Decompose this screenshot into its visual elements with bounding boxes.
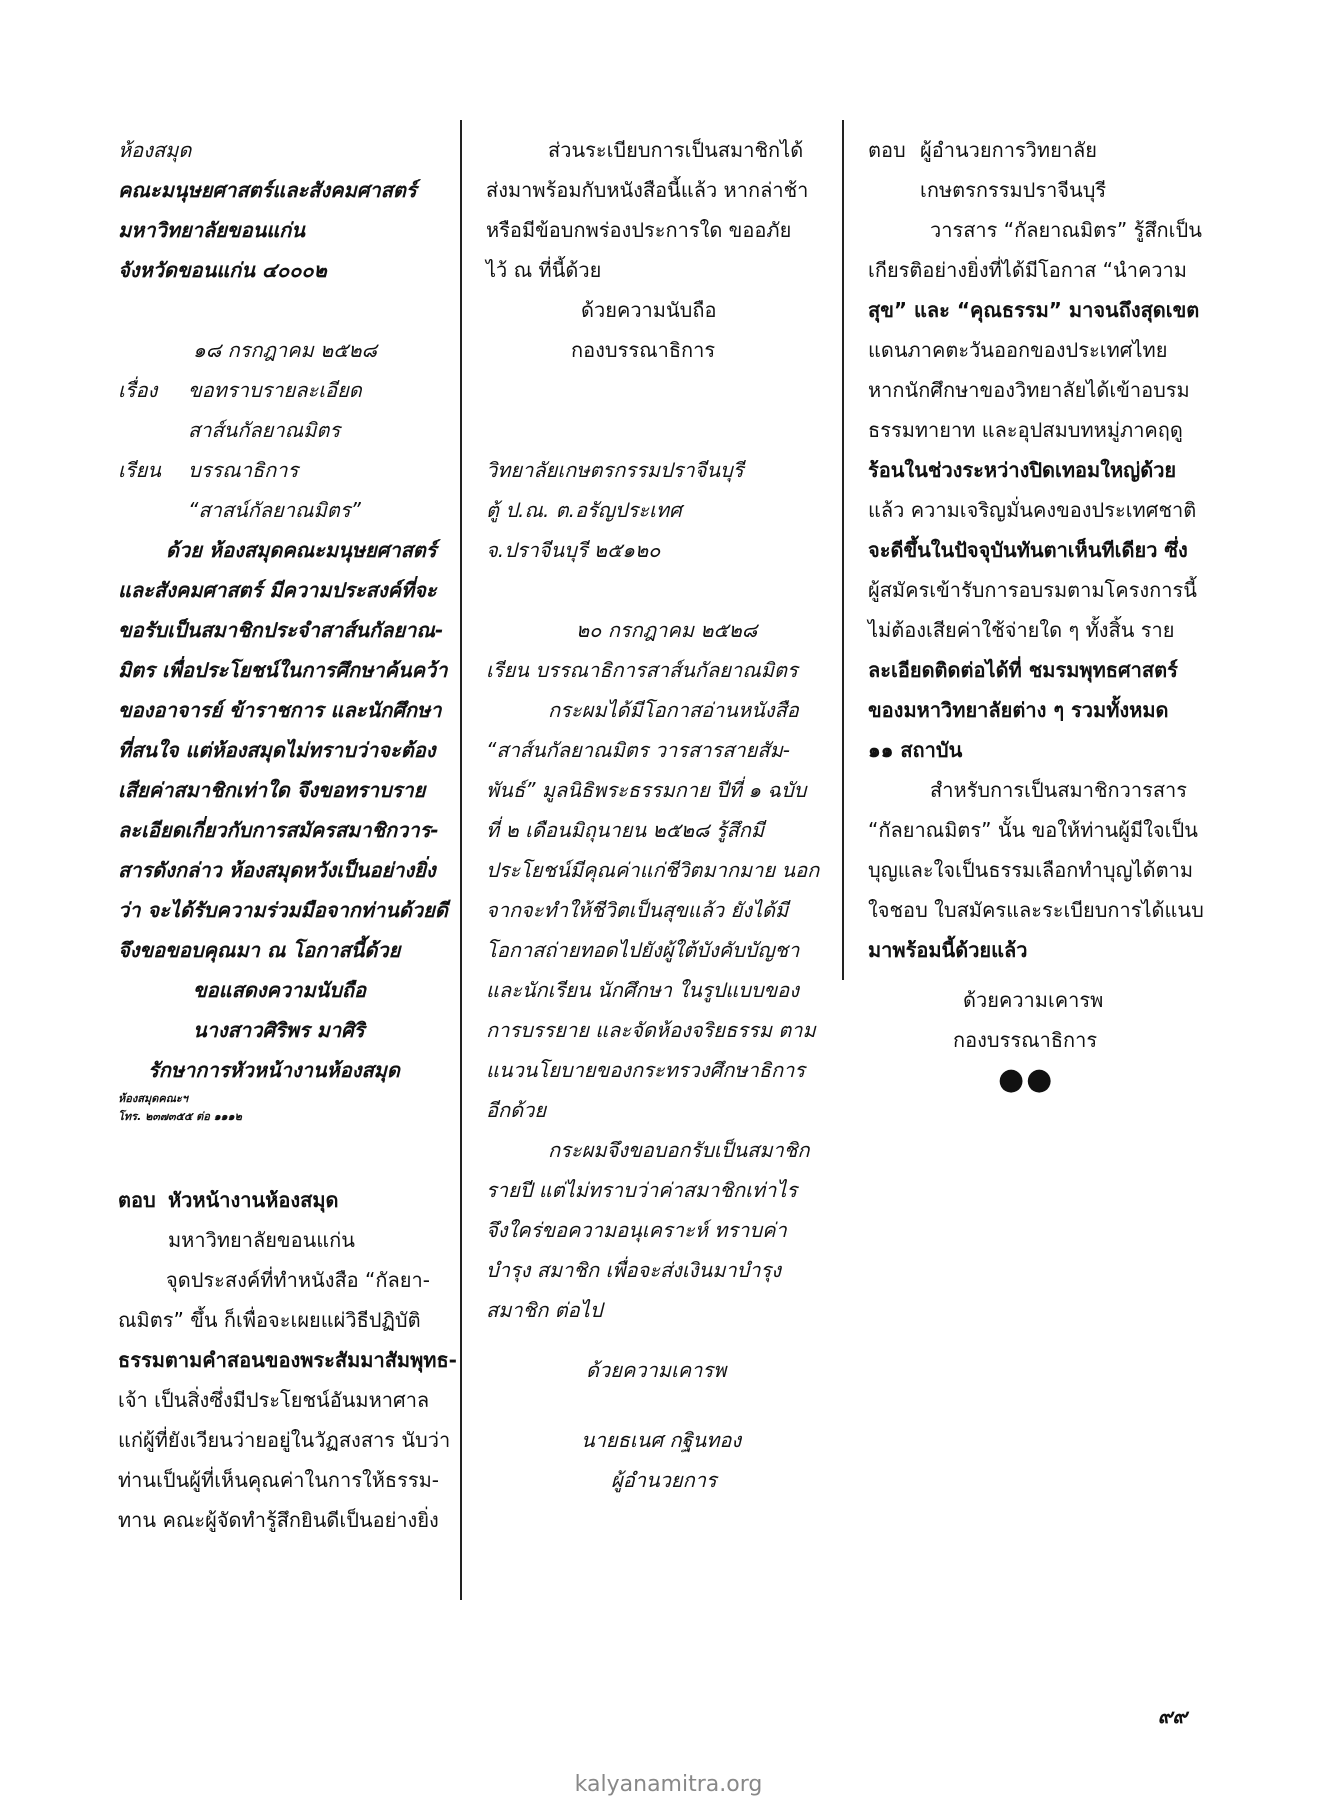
body-line: ไว้ ณ ที่นี้ด้วย: [486, 258, 602, 282]
body-line: ของมหาวิทยาลัยต่าง ๆ รวมทั้งหมด: [868, 698, 1169, 722]
reply-body-line: เจ้า เป็นสิ่งซึ่งมีประโยชน์อันมหาศาล: [118, 1388, 430, 1412]
body-line: พันธ์” มูลนิธิพระธรรมกาย ปีที่ ๑ ฉบับ: [486, 778, 807, 802]
body-line: ใจชอบ ใบสมัครและระเบียบการได้แนบ: [868, 898, 1204, 922]
body-line: โอกาสถ่ายทอดไปยังผู้ใต้บังคับบัญชา: [486, 938, 800, 962]
reply-line: [118, 1180, 448, 1220]
small-note: โทร. ๒๓๗๓๕๕ ต่อ ๑๑๑๒: [118, 1110, 242, 1123]
right-column: [868, 130, 1204, 1100]
body-line: และนักเรียน นักศึกษา ในรูปแบบของ: [486, 978, 799, 1002]
body-line: เกียรติอย่างยิ่งที่ได้มีโอกาส “นำความ: [868, 258, 1187, 282]
letter-date: ๒๐ กรกฎาคม ๒๕๒๘: [576, 618, 758, 642]
closing: ด้วยความเคารพ: [586, 1358, 727, 1382]
address-line: คณะมนุษยศาสตร์และสังคมศาสตร์: [118, 178, 417, 202]
reply-line: [868, 130, 1198, 170]
body-line: มาพร้อมนี้ด้วยแล้ว: [868, 938, 1028, 962]
signer-title: รักษาการหัวหน้างานห้องสมุด: [148, 1058, 400, 1082]
body-line: ละเอียดติดต่อได้ที่ ชมรมพุทธศาสตร์: [868, 658, 1178, 682]
to-line: เรียน บรรณาธิการสาส์นกัลยาณมิตร: [486, 658, 798, 682]
subject-label: เรื่อง: [118, 378, 158, 402]
body-line: กระผมได้มีโอกาสอ่านหนังสือ: [548, 698, 799, 722]
address-line: ห้องสมุด: [118, 138, 192, 162]
subject-line: สาส์นกัลยาณมิตร: [188, 418, 341, 442]
reply-body-line: จุดประสงค์ที่ทำหนังสือ “กัลยา-: [166, 1268, 430, 1292]
address-line: มหาวิทยาลัยขอนแก่น: [118, 218, 305, 242]
body-line: บุญและใจเป็นธรรมเลือกทำบุญได้ตาม: [868, 858, 1193, 882]
body-line: หรือมีข้อบกพร่องประการใด ขออภัย: [486, 218, 792, 242]
reply-body-line: ท่านเป็นผู้ที่เห็นคุณค่าในการให้ธรรม-: [118, 1468, 439, 1492]
body-line: ด้วย ห้องสมุดคณะมนุษยศาสตร์: [166, 538, 437, 562]
reply-to: หัวหน้างานห้องสมุด: [168, 1188, 339, 1212]
signer-name: นางสาวศิริพร มาศิริ: [193, 1018, 365, 1042]
reply-to: ผู้อำนวยการวิทยาลัย: [920, 138, 1098, 162]
body-line: ละเอียดเกี่ยวกับการสมัครสมาชิกวาร-: [118, 818, 439, 842]
body-line: แนวนโยบายของกระทรวงศึกษาธิการ: [486, 1058, 806, 1082]
body-line: จึงใคร่ขอความอนุเคราะห์ ทราบค่า: [486, 1218, 787, 1242]
reply-body-line: ธรรมตามคำสอนของพระสัมมาสัมพุทธ-: [118, 1348, 457, 1372]
body-line: บำรุง สมาชิก เพื่อจะส่งเงินมาบำรุง: [486, 1258, 782, 1282]
body-line: สมาชิก ต่อไป: [486, 1298, 603, 1322]
reply-body-line: ณมิตร” ขึ้น ก็เพื่อจะเผยแผ่วิธีปฏิบัติ: [118, 1308, 421, 1332]
page-number: ๙๙: [1157, 1704, 1187, 1728]
signer-name: กองบรรณาธิการ: [571, 338, 716, 362]
body-line: ว่า จะได้รับความร่วมมือจากท่านด้วยดี: [118, 898, 448, 922]
body-line: กระผมจึงขอบอกรับเป็นสมาชิก: [548, 1138, 810, 1162]
body-line: การบรรยาย และจัดห้องจริยธรรม ตาม: [486, 1018, 816, 1042]
body-line: อีกด้วย: [486, 1098, 547, 1122]
body-line: มิตร เพื่อประโยชน์ในการศึกษาค้นคว้า: [118, 658, 448, 682]
closing: ด้วยความเคารพ: [963, 988, 1104, 1012]
body-line: แดนภาคตะวันออกของประเทศไทย: [868, 338, 1168, 362]
to-label: เรียน: [118, 458, 161, 482]
body-line: ไม่ต้องเสียค่าใช้จ่ายใด ๆ ทั้งสิ้น ราย: [868, 618, 1175, 642]
body-line: “กัลยาณมิตร” นั้น ขอให้ท่านผู้มีใจเป็น: [868, 818, 1198, 842]
to-line: [118, 450, 448, 490]
column-divider-left: [460, 120, 462, 1600]
body-line: ประโยชน์มีคุณค่าแก่ชีวิตมากมาย นอก: [486, 858, 820, 882]
body-line: ส่งมาพร้อมกับหนังสือนี้แล้ว หากล่าช้า: [486, 178, 809, 202]
letter-date: ๑๘ กรกฎาคม ๒๕๒๘: [193, 338, 377, 362]
reply-to-line: มหาวิทยาลัยขอนแก่น: [168, 1228, 355, 1252]
body-line: สำหรับการเป็นสมาชิกวารสาร: [930, 778, 1188, 802]
body-line: ส่วนระเบียบการเป็นสมาชิกได้: [548, 138, 804, 162]
to-line: “สาสน์กัลยาณมิตร”: [188, 498, 361, 522]
small-note: ห้องสมุดคณะฯ: [118, 1092, 188, 1105]
subject-line: [118, 370, 448, 410]
address-line: จังหวัดขอนแก่น ๔๐๐๐๒: [118, 258, 327, 282]
body-line: ของอาจารย์ ข้าราชการ และนักศึกษา: [118, 698, 442, 722]
body-line: สารดังกล่าว ห้องสมุดหวังเป็นอย่างยิ่ง: [118, 858, 436, 882]
middle-column: [486, 130, 826, 1500]
left-column: [118, 130, 457, 1540]
signer-name: กองบรรณาธิการ: [953, 1028, 1098, 1052]
body-line: แล้ว ความเจริญมั่นคงของประเทศชาติ: [868, 498, 1197, 522]
body-line: หากนักศึกษาของวิทยาลัยได้เข้าอบรม: [868, 378, 1190, 402]
body-line: ร้อนในช่วงระหว่างปิดเทอมใหญ่ด้วย: [868, 458, 1177, 482]
end-dots-ornament: ●●: [998, 1062, 1055, 1097]
body-line: จะดีขึ้นในปัจจุบันทันตาเห็นทีเดียว ซึ่ง: [868, 538, 1188, 562]
reply-body-line: แก่ผู้ที่ยังเวียนว่ายอยู่ในวัฏสงสาร นับว่า: [118, 1428, 451, 1452]
signer-title: ผู้อำนวยการ: [611, 1468, 717, 1492]
signer-name: นายธเนศ กฐินทอง: [581, 1428, 742, 1452]
to-text: บรรณาธิการ: [188, 458, 299, 482]
body-line: ธรรมทายาท และอุปสมบทหมู่ภาคฤดู: [868, 418, 1183, 442]
body-line: สุข” และ “คุณธรรม” มาจนถึงสุดเขต: [868, 298, 1200, 322]
reply-label: ตอบ: [868, 138, 906, 162]
address-line: จ.ปราจีนบุรี ๒๕๑๒๐: [486, 538, 661, 562]
body-line: เสียค่าสมาชิกเท่าใด จึงขอทราบราย: [118, 778, 426, 802]
reply-to-line: เกษตรกรรมปราจีนบุรี: [920, 178, 1107, 202]
body-line: ๑๑ สถาบัน: [868, 738, 963, 762]
body-line: รายปี แต่ไม่ทราบว่าค่าสมาชิกเท่าไร: [486, 1178, 798, 1202]
address-line: ตู้ ป.ณ. ต.อรัญประเทศ: [486, 498, 682, 522]
closing: ด้วยความนับถือ: [581, 298, 717, 322]
address-line: วิทยาลัยเกษตรกรรมปราจีนบุรี: [486, 458, 744, 482]
body-line: จากจะทำให้ชีวิตเป็นสุขแล้ว ยังได้มี: [486, 898, 789, 922]
body-line: และสังคมศาสตร์ มีความประสงค์ที่จะ: [118, 578, 437, 602]
body-line: ผู้สมัครเข้ารับการอบรมตามโครงการนี้: [868, 578, 1197, 602]
body-line: วารสาร “กัลยาณมิตร” รู้สึกเป็น: [930, 218, 1202, 242]
closing: ขอแสดงความนับถือ: [193, 978, 367, 1002]
reply-label: ตอบ: [118, 1188, 156, 1212]
footer-watermark: kalyanamitra.org: [574, 1772, 763, 1797]
subject-text: ขอทราบรายละเอียด: [188, 378, 362, 402]
body-line: “สาส์นกัลยาณมิตร วารสารสายสัม-: [486, 738, 790, 762]
body-line: จึงขอขอบคุณมา ณ โอกาสนี้ด้วย: [118, 938, 401, 962]
body-line: ที่ ๒ เดือนมิถุนายน ๒๕๒๘ รู้สึกมี: [486, 818, 765, 842]
column-divider-right: [842, 120, 844, 980]
body-line: ขอรับเป็นสมาชิกประจำสาส์นกัลยาณ-: [118, 618, 444, 642]
body-line: ที่สนใจ แต่ห้องสมุดไม่ทราบว่าจะต้อง: [118, 738, 436, 762]
reply-body-line: ทาน คณะผู้จัดทำรู้สึกยินดีเป็นอย่างยิ่ง: [118, 1508, 439, 1532]
